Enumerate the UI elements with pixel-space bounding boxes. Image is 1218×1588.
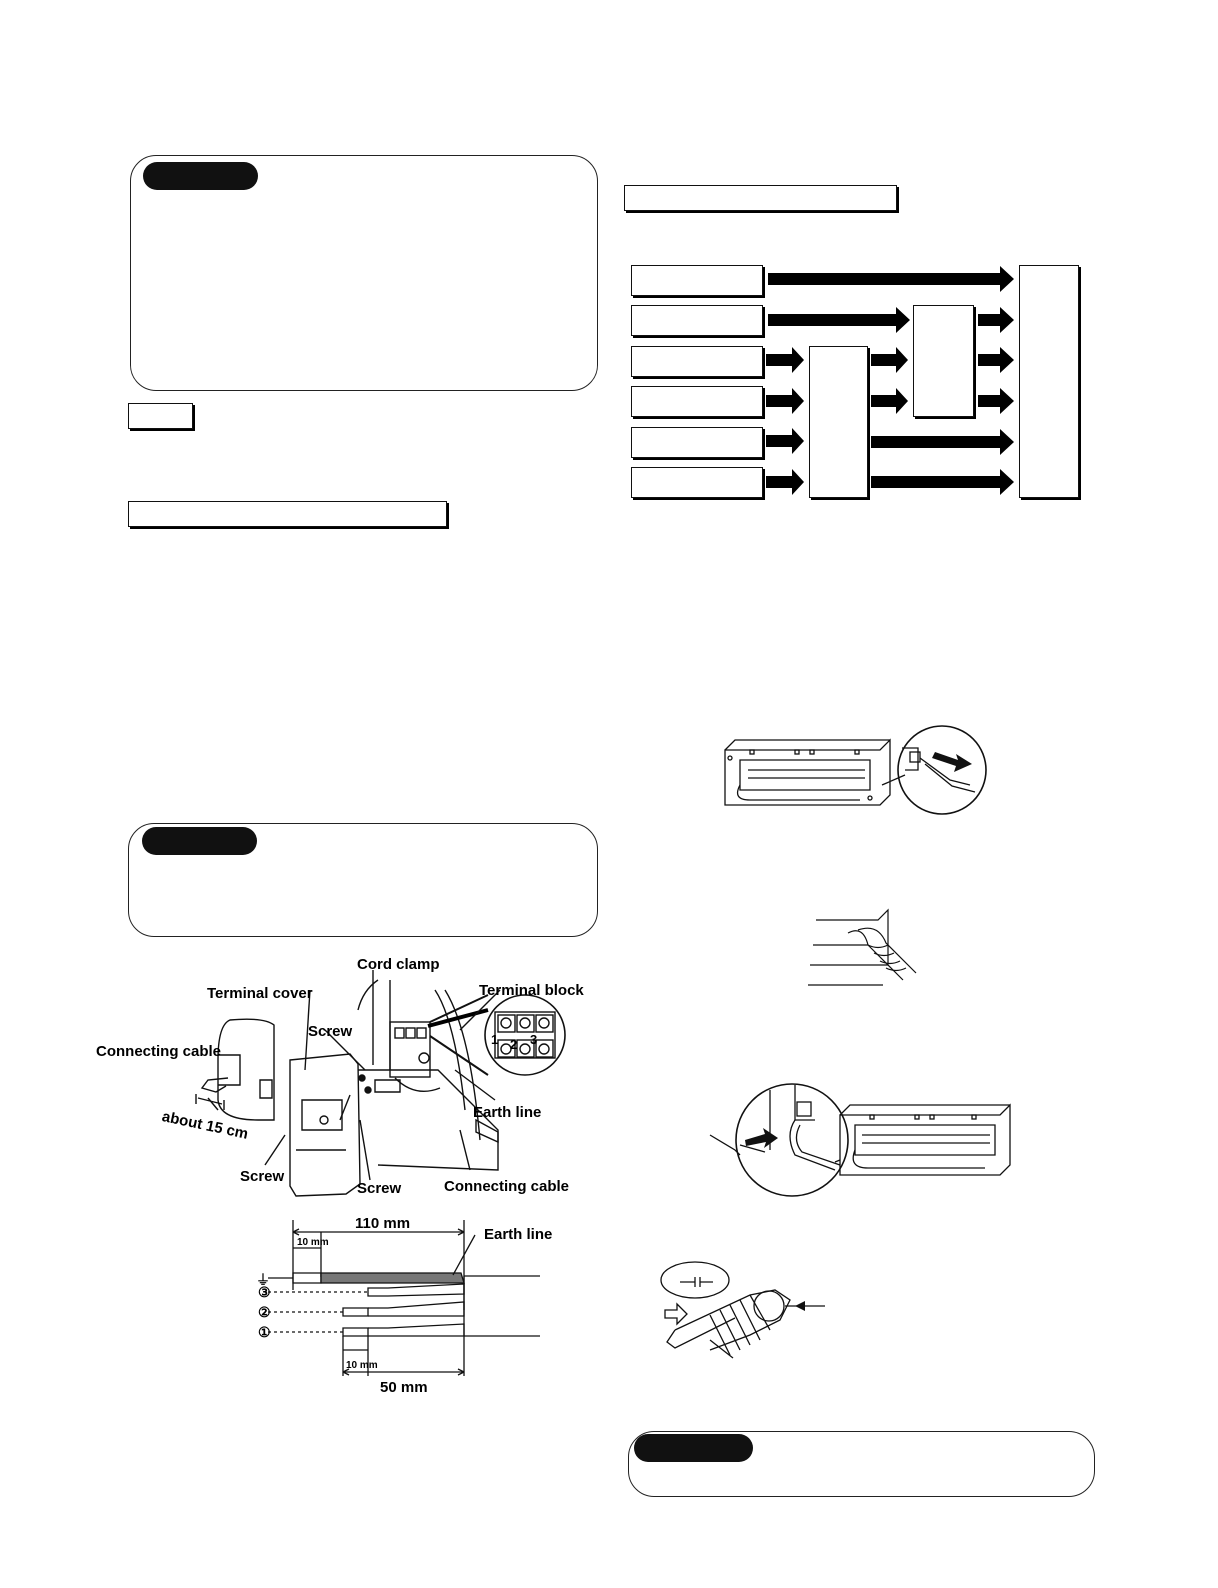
terminal-number-3: 3 [530, 1032, 538, 1047]
label-connecting-cable-bottom: Connecting cable [444, 1178, 570, 1195]
label-terminal-block: Terminal block [479, 982, 584, 999]
wire-marker-2: ② [258, 1304, 271, 1320]
label-cord-clamp: Cord clamp [357, 956, 440, 973]
wire-marker-3: ③ [258, 1284, 271, 1300]
label-10mm-top: 10 mm [297, 1237, 329, 1248]
label-terminal-cover: Terminal cover [207, 985, 313, 1002]
terminal-number-2: 2 [510, 1037, 518, 1052]
wire-marker-earth: ⏚ [256, 1272, 270, 1288]
hex-key-anchor-illustration [655, 1260, 855, 1380]
label-about-15cm: about 15 cm [160, 1108, 250, 1143]
flow-arrows [0, 0, 1218, 600]
label-screw-bottom-left: Screw [240, 1168, 285, 1185]
indoor-unit-insert-illustration [700, 1080, 1030, 1200]
label-earth-line-strip: Earth line [484, 1226, 553, 1243]
indoor-unit-pull-illustration [720, 730, 1000, 830]
wire-marker-1: ① [258, 1324, 271, 1340]
notice-badge-bottom [634, 1434, 753, 1462]
label-screw-top: Screw [308, 1023, 353, 1040]
label-screw-bottom-mid: Screw [357, 1180, 402, 1197]
label-50mm: 50 mm [380, 1379, 428, 1396]
notice-badge-middle [142, 827, 257, 855]
label-10mm-bottom: 10 mm [346, 1360, 378, 1371]
pipe-wrap-illustration [808, 905, 928, 1000]
terminal-number-1: 1 [491, 1032, 499, 1047]
label-110mm: 110 mm [355, 1215, 411, 1232]
label-connecting-cable-left: Connecting cable [96, 1043, 222, 1060]
label-earth-line: Earth line [473, 1104, 542, 1121]
